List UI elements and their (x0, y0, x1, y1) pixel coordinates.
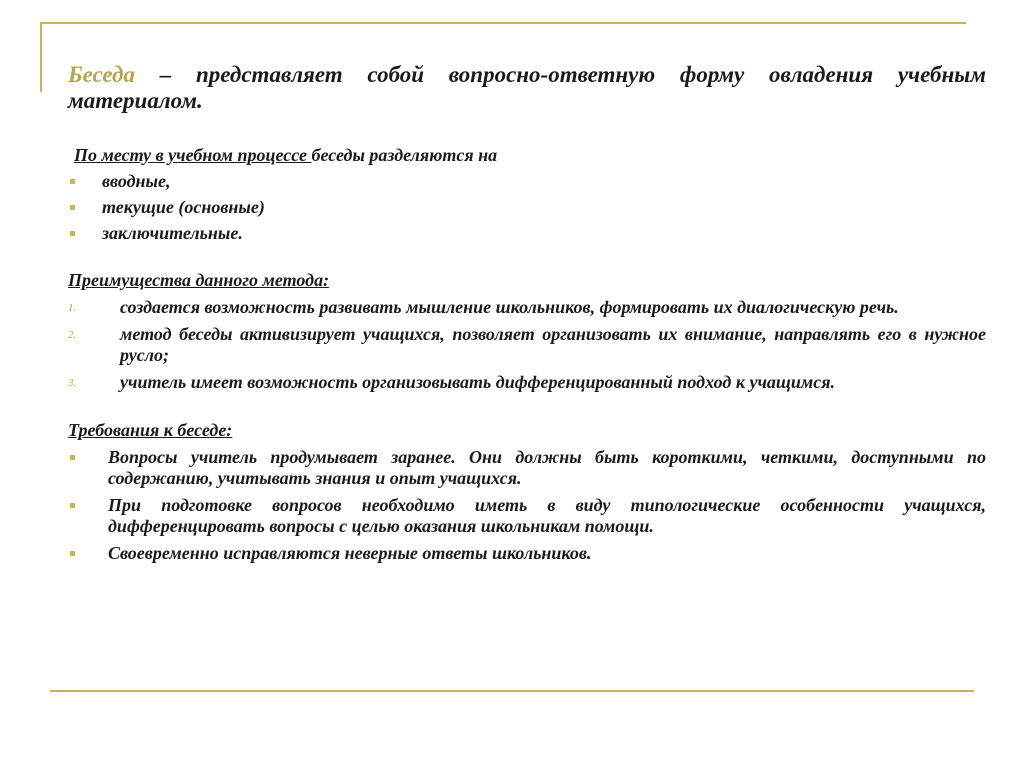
section-requirements (68, 419, 986, 564)
list-item: заключительные. (68, 223, 986, 244)
slide-title (68, 62, 986, 114)
square-bullet-icon (70, 205, 75, 210)
section-advantages-heading: Преимущества данного метода: (68, 270, 330, 290)
list-item: вводные, (68, 171, 986, 192)
section-lesson-place-heading (74, 144, 986, 166)
lesson-place-list (68, 171, 986, 244)
heading-rest-part: беседы разделяются на (311, 145, 498, 165)
advantages-list (68, 297, 986, 393)
list-item: текущие (основные) (68, 197, 986, 218)
title-term: Беседа (68, 62, 135, 87)
item-number: 1. (68, 302, 77, 314)
requirements-list (68, 447, 986, 564)
item-number: 2. (68, 329, 77, 341)
title-definition: – представляет собой вопросно-ответную форму овладения учебным материалом. (68, 62, 986, 113)
list-item: При подготовке вопросов необходимо иметь в виду типологические особенности учащихся, дифференцировать вопросы с целью оказания школьникам помощи. (68, 495, 986, 537)
list-item: Вопросы учитель продумывает заранее. Они должны быть короткими, четкими, доступными по содержанию, учитывать знания и опыт учащихся. (68, 447, 986, 489)
list-item: 1. создается возможность развивать мышление школьников, формировать их диалогическую речь. (68, 297, 899, 317)
square-bullet-icon (70, 455, 75, 460)
heading-underlined-part: По месту в учебном процессе (74, 145, 312, 165)
item-number: 3. (68, 377, 77, 389)
square-bullet-icon (70, 179, 75, 184)
section-advantages (68, 269, 986, 393)
slide-content (68, 62, 986, 564)
section-lesson-place (68, 144, 986, 244)
frame-top-line (40, 22, 966, 24)
square-bullet-icon (70, 231, 75, 236)
list-item: 3. учитель имеет возможность организовывать дифференцированный подход к учащимся. (68, 372, 835, 392)
list-item: Своевременно исправляются неверные ответы школьников. (68, 543, 986, 564)
square-bullet-icon (70, 551, 75, 556)
list-item: 2. метод беседы активизирует учащихся, позволяет организовать их внимание, направлять его в нужное русло; (68, 324, 986, 365)
square-bullet-icon (70, 503, 75, 508)
frame-left-line (40, 22, 42, 92)
frame-bottom-line (50, 690, 974, 692)
section-requirements-heading: Требования к беседе: (68, 420, 233, 440)
